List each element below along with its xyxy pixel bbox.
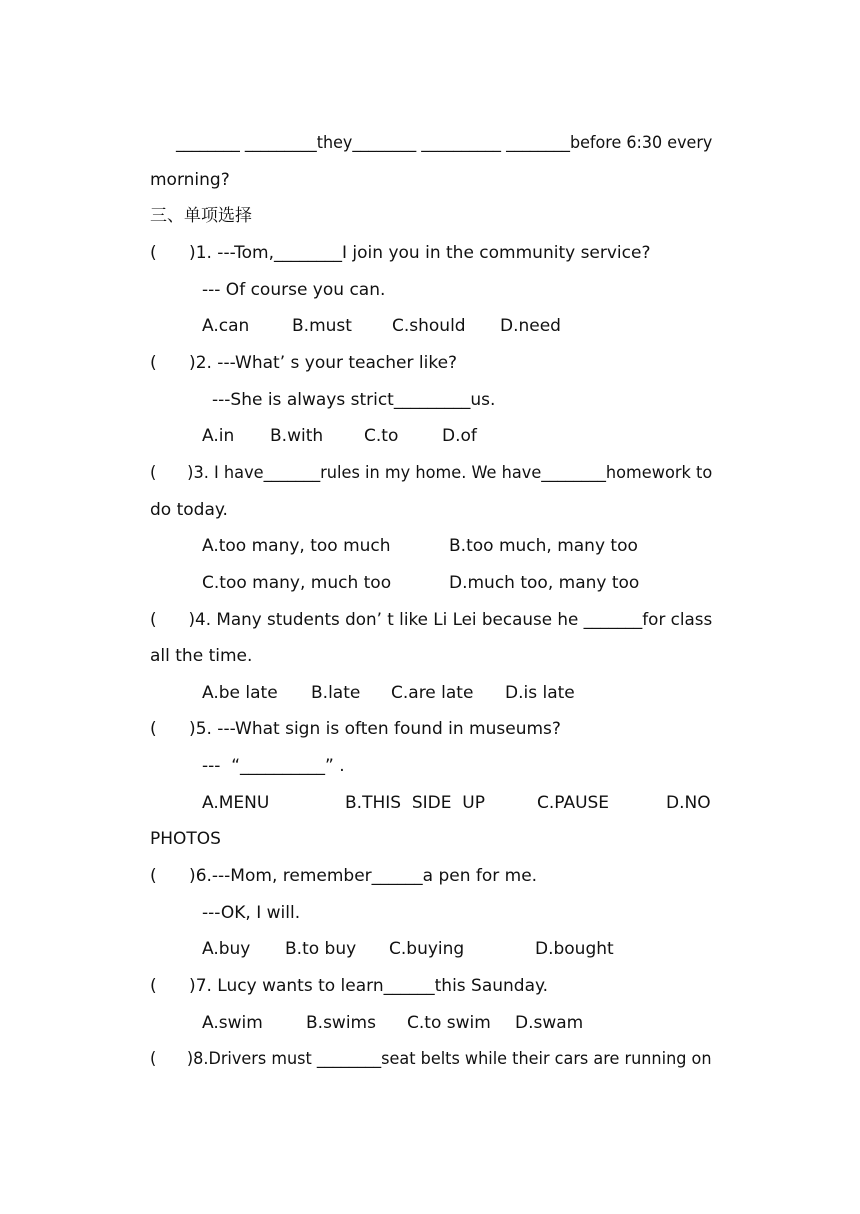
q1-option-b: B.must bbox=[292, 316, 352, 336]
q4-option-a: A.be late bbox=[202, 683, 278, 703]
question-6: ( )6.---Mom, remember______a pen for me. bbox=[150, 866, 538, 886]
q7-option-b: B.swims bbox=[306, 1013, 376, 1033]
q1-option-a: A.can bbox=[202, 316, 250, 336]
question-5-option-d-continued: PHOTOS bbox=[150, 829, 221, 849]
question-8: ( )8.Drivers must ________seat belts while their cars are running on bbox=[150, 1049, 712, 1069]
question-3: ( )3. I have_______rules in my home. We have________homework to bbox=[150, 463, 713, 483]
q3-option-c: C.too many, much too bbox=[202, 573, 392, 593]
q5-option-d: D.NO bbox=[666, 793, 711, 813]
q6-option-c: C.buying bbox=[389, 939, 465, 959]
q4-option-d: D.is late bbox=[505, 683, 575, 703]
q3-option-a: A.too many, too much bbox=[202, 536, 391, 556]
q4-option-c: C.are late bbox=[391, 683, 474, 703]
q6-option-d: D.bought bbox=[535, 939, 614, 959]
prev-question-line-1: ________ _________they________ __________ ________before 6:30 every bbox=[176, 133, 713, 153]
q5-option-c: C.PAUSE bbox=[537, 793, 610, 813]
question-1-reply: --- Of course you can. bbox=[202, 280, 386, 300]
q5-option-b: B.THIS SIDE UP bbox=[345, 793, 485, 813]
q2-option-a: A.in bbox=[202, 426, 235, 446]
prev-question-line-2: morning? bbox=[150, 170, 230, 190]
q6-option-b: B.to buy bbox=[285, 939, 357, 959]
q2-option-d: D.of bbox=[442, 426, 477, 446]
question-2-reply: ---She is always strict_________us. bbox=[212, 390, 496, 410]
question-7: ( )7. Lucy wants to learn______this Saunday. bbox=[150, 976, 549, 996]
question-4-continued: all the time. bbox=[150, 646, 253, 666]
q5-option-a: A.MENU bbox=[202, 793, 270, 813]
q7-option-d: D.swam bbox=[515, 1013, 584, 1033]
question-5-reply: --- “__________” . bbox=[202, 756, 345, 776]
section-heading: 三、单项选择 bbox=[150, 206, 252, 226]
q7-option-a: A.swim bbox=[202, 1013, 263, 1033]
question-4: ( )4. Many students don’ t like Li Lei because he _______for class bbox=[150, 610, 713, 630]
q3-option-d: D.much too, many too bbox=[449, 573, 640, 593]
question-2: ( )2. ---What’ s your teacher like? bbox=[150, 353, 458, 373]
q4-option-b: B.late bbox=[311, 683, 361, 703]
question-6-reply: ---OK, I will. bbox=[202, 903, 301, 923]
q6-option-a: A.buy bbox=[202, 939, 251, 959]
q2-option-b: B.with bbox=[270, 426, 324, 446]
q3-option-b: B.too much, many too bbox=[449, 536, 638, 556]
q7-option-c: C.to swim bbox=[407, 1013, 491, 1033]
q2-option-c: C.to bbox=[364, 426, 399, 446]
q1-option-c: C.should bbox=[392, 316, 466, 336]
question-5: ( )5. ---What sign is often found in museums? bbox=[150, 719, 561, 739]
q1-option-d: D.need bbox=[500, 316, 561, 336]
question-1: ( )1. ---Tom,________I join you in the community service? bbox=[150, 243, 651, 263]
question-3-continued: do today. bbox=[150, 500, 228, 520]
